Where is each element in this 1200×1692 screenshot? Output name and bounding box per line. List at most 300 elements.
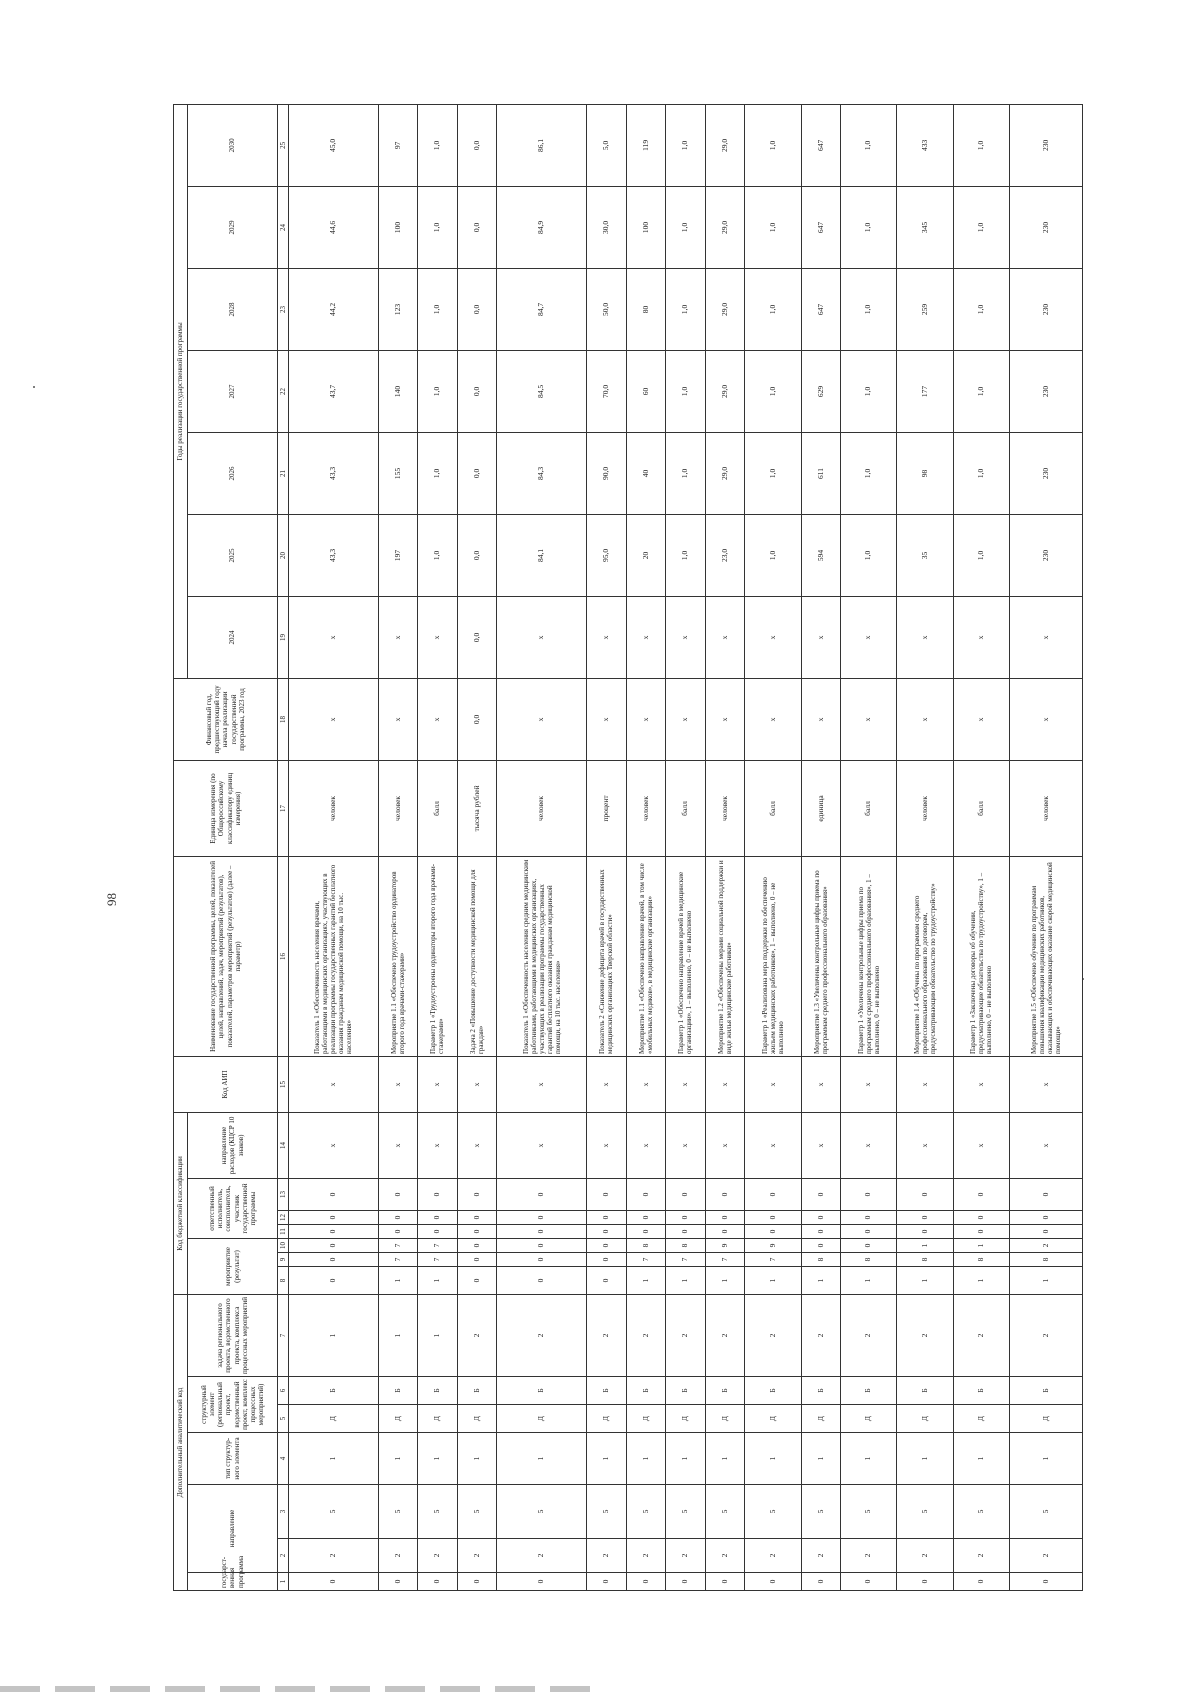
code-cell: 2 (705, 1295, 745, 1377)
fin-year-cell: х (953, 678, 1009, 760)
code-cell: Д (745, 1405, 801, 1433)
code-cell: 2 (897, 1295, 953, 1377)
column-number: 18 (278, 678, 289, 760)
code-cell: 0 (745, 1179, 801, 1211)
code-cell: 8 (626, 1239, 666, 1253)
table-row (953, 104, 1009, 1590)
year-value-cell: 90,0 (586, 432, 626, 514)
indicator-name: Мероприятие 1.3 «Увеличены контрольные цифры приема по программам среднего профессионального образования» (801, 856, 841, 1056)
year-value-cell: 0,0 (457, 104, 497, 186)
unit-cell: процент (586, 760, 626, 856)
code-cell: 0 (289, 1225, 379, 1239)
year-value-cell: 44,6 (289, 186, 379, 268)
code-cell: 0 (897, 1225, 953, 1239)
year-value-cell: 43,3 (289, 514, 379, 596)
year-value-cell: х (586, 596, 626, 678)
code-cell: х (666, 1056, 706, 1112)
code-cell: х (953, 1056, 1009, 1112)
code-cell: 1 (801, 1433, 841, 1485)
code-cell: Д (953, 1405, 1009, 1433)
code-cell: 2 (841, 1539, 897, 1573)
year-2029: 2029 (188, 186, 278, 268)
code-cell: 2 (497, 1295, 587, 1377)
code-cell: Б (1009, 1377, 1082, 1405)
code-cell: х (666, 1112, 706, 1178)
year-value-cell: 647 (801, 186, 841, 268)
year-value-cell: х (418, 596, 458, 678)
year-value-cell: 230 (1009, 186, 1082, 268)
year-value-cell: 1,0 (953, 350, 1009, 432)
code-cell: 5 (418, 1485, 458, 1539)
code-cell: 2 (745, 1539, 801, 1573)
col-name: Наименование государственной программы, целей, показателей целей, направлений, задач, мероприятий (результатов), показателей, параметров мероприятий (результатов) (далее – параметр) (174, 856, 278, 1056)
indicator-name: Мероприятие 1.5 «Обеспечено обучение по программам повышения квалификации медицинских работников, оказывающих и обеспечивающих оказание скорой медицинской помощи» (1009, 856, 1082, 1056)
code-cell: Д (418, 1405, 458, 1433)
code-cell: 2 (666, 1295, 706, 1377)
year-value-cell: х (666, 596, 706, 678)
code-cell: 0 (586, 1573, 626, 1591)
col-tip: тип структур-ного элемента (188, 1433, 278, 1485)
year-value-cell: х (626, 596, 666, 678)
code-cell: Б (586, 1377, 626, 1405)
col-kod-aip: Код АИП (174, 1056, 278, 1112)
year-value-cell: 84,1 (497, 514, 587, 596)
year-value-cell: 86,1 (497, 104, 587, 186)
code-cell: 0 (626, 1211, 666, 1225)
code-cell: 9 (745, 1239, 801, 1253)
code-cell: 2 (626, 1295, 666, 1377)
unit-cell: человек (497, 760, 587, 856)
indicator-name: Мероприятие 1.2 «Обеспечены мерами социальной поддержки и виде жилья медицинские работники» (705, 856, 745, 1056)
year-value-cell: 45,0 (289, 104, 379, 186)
code-cell: Д (457, 1405, 497, 1433)
code-cell: 7 (418, 1239, 458, 1253)
code-cell: 0 (953, 1211, 1009, 1225)
col-unit: Единица измерения (по Общероссийскому классификатору единиц измерения) (174, 760, 278, 856)
code-cell: 0 (497, 1225, 587, 1239)
indicator-name: Мероприятие 1.1 «Обеспечено трудоустройство ординаторов второго года врачами-стажерами» (378, 856, 418, 1056)
column-number: 5 (278, 1405, 289, 1433)
year-2030: 2030 (188, 104, 278, 186)
col-years-group: Годы реализации государственной программы (174, 104, 188, 678)
code-cell: 0 (666, 1225, 706, 1239)
code-cell: 1 (1009, 1267, 1082, 1295)
code-cell: 0 (897, 1573, 953, 1591)
year-value-cell: 629 (801, 350, 841, 432)
year-value-cell: 44,2 (289, 268, 379, 350)
code-cell: 2 (1009, 1239, 1082, 1253)
code-cell: Д (289, 1405, 379, 1433)
year-value-cell: 140 (378, 350, 418, 432)
unit-cell: человек (897, 760, 953, 856)
year-value-cell: 100 (378, 186, 418, 268)
column-number: 14 (278, 1112, 289, 1178)
code-cell: 8 (841, 1253, 897, 1267)
indicator-name: Параметр 1 «Увеличены контрольные цифры приема по программам среднего профессионального образования», 1 – выполнено, 0 – не выполнено (841, 856, 897, 1056)
unit-cell: балл (841, 760, 897, 856)
code-cell: 0 (457, 1253, 497, 1267)
code-cell: 7 (378, 1253, 418, 1267)
year-value-cell: 0,0 (457, 186, 497, 268)
code-cell: Д (897, 1405, 953, 1433)
fin-year-cell: х (497, 678, 587, 760)
code-cell: 2 (897, 1539, 953, 1573)
code-cell: х (497, 1056, 587, 1112)
code-cell: 2 (586, 1539, 626, 1573)
code-cell: 0 (745, 1211, 801, 1225)
year-value-cell: 1,0 (841, 268, 897, 350)
code-cell: 7 (666, 1253, 706, 1267)
code-cell: 7 (745, 1253, 801, 1267)
indicator-name: Показатель 1 «Обеспеченность населения врачами, работающими в медицинских организациях, участвующих в реализации программы государственных гарантий бесплатного оказания гражданам медицинской помощи, на 10 тыс. населения» (289, 856, 379, 1056)
column-number: 17 (278, 760, 289, 856)
page-number: 98 (104, 893, 119, 906)
year-value-cell: 50,0 (586, 268, 626, 350)
code-cell: 1 (897, 1433, 953, 1485)
code-cell: Б (801, 1377, 841, 1405)
year-value-cell: 40 (626, 432, 666, 514)
year-value-cell: 1,0 (841, 104, 897, 186)
code-cell: х (705, 1112, 745, 1178)
code-cell: 0 (841, 1211, 897, 1225)
group-budget-header: Код бюджетной классификации (174, 1112, 188, 1294)
code-cell: 7 (418, 1253, 458, 1267)
table-row (626, 104, 666, 1590)
year-value-cell: 594 (801, 514, 841, 596)
year-value-cell: 119 (626, 104, 666, 186)
indicator-name: Параметр 1 «Заключены договоры об обучении, предусматривающие обязательства по трудоустройству», 1 – выполнено, 0 – не выполнено (953, 856, 1009, 1056)
code-cell: 5 (897, 1485, 953, 1539)
code-cell: 2 (1009, 1539, 1082, 1573)
code-cell: 2 (705, 1539, 745, 1573)
code-cell: 2 (745, 1295, 801, 1377)
code-cell: 0 (586, 1179, 626, 1211)
year-value-cell: 1,0 (666, 186, 706, 268)
code-cell: 5 (1009, 1485, 1082, 1539)
code-cell: 0 (586, 1211, 626, 1225)
unit-cell: человек (705, 760, 745, 856)
code-cell: 0 (586, 1225, 626, 1239)
code-cell: 2 (953, 1539, 1009, 1573)
column-number: 23 (278, 268, 289, 350)
code-cell: Б (497, 1377, 587, 1405)
code-cell: 1 (897, 1239, 953, 1253)
code-cell: 0 (801, 1211, 841, 1225)
code-cell: 5 (801, 1485, 841, 1539)
code-cell: 8 (666, 1239, 706, 1253)
year-value-cell: 84,7 (497, 268, 587, 350)
unit-cell: единица (801, 760, 841, 856)
code-cell: 0 (497, 1267, 587, 1295)
code-cell: 0 (841, 1179, 897, 1211)
code-cell: 0 (626, 1225, 666, 1239)
code-cell: 0 (841, 1239, 897, 1253)
code-cell: 2 (841, 1295, 897, 1377)
year-value-cell: 1,0 (666, 268, 706, 350)
code-cell: 0 (801, 1239, 841, 1253)
code-cell: 1 (418, 1433, 458, 1485)
code-cell: 0 (457, 1239, 497, 1253)
year-value-cell: 1,0 (745, 432, 801, 514)
indicator-name: Мероприятие 1.1 «Обеспечено направление врачей, в том числе «мобильных медиков», в медицинские организации» (626, 856, 666, 1056)
code-cell: 5 (666, 1485, 706, 1539)
code-cell: 1 (378, 1433, 418, 1485)
year-value-cell: 1,0 (745, 350, 801, 432)
year-value-cell: 30,0 (586, 186, 626, 268)
code-cell: Д (378, 1405, 418, 1433)
year-value-cell: 155 (378, 432, 418, 514)
code-cell: х (745, 1056, 801, 1112)
code-cell: 0 (666, 1573, 706, 1591)
table-row (457, 104, 497, 1590)
code-cell: 5 (745, 1485, 801, 1539)
year-value-cell: 95,0 (586, 514, 626, 596)
column-number: 6 (278, 1377, 289, 1405)
code-cell: х (457, 1056, 497, 1112)
code-cell: 1 (666, 1267, 706, 1295)
code-cell: 5 (586, 1485, 626, 1539)
col-fin-year: Финансовый год, предшествующий году начала реализации государственной программы, 2023 год (174, 678, 278, 760)
fin-year-cell: х (897, 678, 953, 760)
unit-cell: человек (378, 760, 418, 856)
year-2026: 2026 (188, 432, 278, 514)
table-row (497, 104, 587, 1590)
code-cell: х (1009, 1056, 1082, 1112)
unit-cell: балл (953, 760, 1009, 856)
year-value-cell: 23,0 (705, 514, 745, 596)
code-cell: х (801, 1056, 841, 1112)
year-value-cell: 43,3 (289, 432, 379, 514)
year-value-cell: 259 (897, 268, 953, 350)
code-cell: Д (666, 1405, 706, 1433)
code-cell: 1 (626, 1433, 666, 1485)
code-cell: 5 (953, 1485, 1009, 1539)
year-value-cell: х (745, 596, 801, 678)
year-value-cell: х (1009, 596, 1082, 678)
code-cell: 8 (801, 1253, 841, 1267)
year-value-cell: 1,0 (666, 104, 706, 186)
code-cell: 0 (897, 1211, 953, 1225)
col-napravlenie: направление (188, 1485, 278, 1573)
code-cell: 0 (289, 1211, 379, 1225)
code-cell: Б (745, 1377, 801, 1405)
fin-year-cell: х (841, 678, 897, 760)
column-number: 20 (278, 514, 289, 596)
year-value-cell: 1,0 (666, 514, 706, 596)
year-value-cell: х (841, 596, 897, 678)
code-cell: 1 (953, 1267, 1009, 1295)
code-cell: х (953, 1112, 1009, 1178)
code-cell: 0 (586, 1267, 626, 1295)
year-value-cell: 1,0 (418, 104, 458, 186)
year-value-cell: х (897, 596, 953, 678)
column-number-row (278, 104, 289, 1590)
year-value-cell: 100 (626, 186, 666, 268)
code-cell: 0 (289, 1267, 379, 1295)
code-cell: 2 (666, 1539, 706, 1573)
indicator-name: Параметр 1 «Обеспечено направление врачей в медицинские организации», 1 – выполнено, 0 – не выполнено (666, 856, 706, 1056)
year-value-cell: 1,0 (745, 268, 801, 350)
column-number: 25 (278, 104, 289, 186)
column-number: 21 (278, 432, 289, 514)
year-value-cell: 5,0 (586, 104, 626, 186)
code-cell: Д (497, 1405, 587, 1433)
code-cell: 1 (497, 1433, 587, 1485)
code-cell: Д (801, 1405, 841, 1433)
code-cell: 2 (1009, 1295, 1082, 1377)
code-cell: 1 (418, 1295, 458, 1377)
code-cell: 2 (497, 1539, 587, 1573)
year-value-cell: 1,0 (841, 432, 897, 514)
table-row (289, 104, 379, 1590)
code-cell: 8 (1009, 1253, 1082, 1267)
year-value-cell: 84,9 (497, 186, 587, 268)
column-number: 10 (278, 1239, 289, 1253)
year-value-cell: х (497, 596, 587, 678)
year-value-cell: 230 (1009, 432, 1082, 514)
year-value-cell: 29,0 (705, 186, 745, 268)
column-number: 8 (278, 1267, 289, 1295)
code-cell: 5 (497, 1485, 587, 1539)
year-value-cell: 611 (801, 432, 841, 514)
code-cell: 1 (705, 1267, 745, 1295)
code-cell: 0 (378, 1179, 418, 1211)
code-cell: 0 (705, 1225, 745, 1239)
code-cell: 0 (801, 1225, 841, 1239)
year-value-cell: х (289, 596, 379, 678)
code-cell: х (745, 1112, 801, 1178)
code-cell: 0 (705, 1573, 745, 1591)
year-value-cell: 60 (626, 350, 666, 432)
code-cell: 0 (666, 1211, 706, 1225)
year-value-cell: 345 (897, 186, 953, 268)
year-value-cell: 647 (801, 104, 841, 186)
code-cell: 1 (745, 1433, 801, 1485)
indicator-name: Параметр 1 «Трудоустроены ординаторы второго года врачами-стажерами» (418, 856, 458, 1056)
code-cell: 2 (801, 1295, 841, 1377)
year-value-cell: 177 (897, 350, 953, 432)
code-cell: х (418, 1112, 458, 1178)
code-cell: Б (418, 1377, 458, 1405)
year-value-cell: 1,0 (841, 514, 897, 596)
code-cell: 0 (953, 1573, 1009, 1591)
year-value-cell: 1,0 (953, 268, 1009, 350)
year-value-cell: 1,0 (666, 432, 706, 514)
code-cell: 0 (586, 1253, 626, 1267)
code-cell: 1 (378, 1295, 418, 1377)
year-value-cell: 0,0 (457, 350, 497, 432)
code-cell: 5 (626, 1485, 666, 1539)
scan-edge-artifact (0, 1686, 600, 1692)
code-cell: Б (457, 1377, 497, 1405)
table-row (378, 104, 418, 1590)
year-value-cell: 20 (626, 514, 666, 596)
code-cell: 0 (801, 1573, 841, 1591)
code-cell: 0 (378, 1573, 418, 1591)
column-number: 12 (278, 1211, 289, 1225)
code-cell: х (378, 1056, 418, 1112)
year-value-cell: 1,0 (953, 104, 1009, 186)
year-2027: 2027 (188, 350, 278, 432)
column-number: 15 (278, 1056, 289, 1112)
table-row (897, 104, 953, 1590)
code-cell: 1 (457, 1433, 497, 1485)
code-cell: 0 (289, 1179, 379, 1211)
year-value-cell: 29,0 (705, 268, 745, 350)
year-value-cell: 29,0 (705, 432, 745, 514)
year-value-cell: 0,0 (457, 268, 497, 350)
code-cell: 2 (457, 1539, 497, 1573)
year-value-cell: 98 (897, 432, 953, 514)
col-struct: структурный элемент (региональный проект, ведомственный проект, комплекс процессных мероприятий) (188, 1377, 278, 1433)
column-number: 13 (278, 1179, 289, 1211)
code-cell: 0 (745, 1573, 801, 1591)
code-cell: 0 (1009, 1225, 1082, 1239)
group-additional-header: Дополнительный аналитический код (174, 1295, 188, 1591)
fin-year-cell: 0,0 (457, 678, 497, 760)
fin-year-cell: х (745, 678, 801, 760)
year-value-cell: 123 (378, 268, 418, 350)
col-otvetstv: ответственный исполнитель, соисполнитель, участник государственной программы (188, 1179, 278, 1239)
fin-year-cell: х (705, 678, 745, 760)
code-cell: х (841, 1112, 897, 1178)
code-cell: 0 (745, 1225, 801, 1239)
code-cell: 8 (953, 1253, 1009, 1267)
table-row (418, 104, 458, 1590)
year-2028: 2028 (188, 268, 278, 350)
column-number: 9 (278, 1253, 289, 1267)
code-cell: Б (953, 1377, 1009, 1405)
fin-year-cell: х (378, 678, 418, 760)
code-cell: 1 (705, 1433, 745, 1485)
code-cell: 5 (378, 1485, 418, 1539)
year-value-cell: 1,0 (841, 186, 897, 268)
code-cell: х (586, 1112, 626, 1178)
code-cell: 1 (841, 1433, 897, 1485)
code-cell: 1 (289, 1433, 379, 1485)
code-cell: 0 (418, 1573, 458, 1591)
indicator-name: Мероприятие 1.4 «Обучены по программам среднего профессионального образования по договорам, предусматривающим обязательство по трудоустройству» (897, 856, 953, 1056)
year-value-cell: 1,0 (953, 432, 1009, 514)
year-value-cell: 1,0 (418, 350, 458, 432)
year-value-cell: 1,0 (418, 514, 458, 596)
code-cell: 0 (666, 1179, 706, 1211)
year-value-cell: х (801, 596, 841, 678)
fin-year-cell: х (801, 678, 841, 760)
code-cell: 0 (841, 1573, 897, 1591)
code-cell: 0 (497, 1179, 587, 1211)
code-cell: х (378, 1112, 418, 1178)
code-cell: 1 (953, 1239, 1009, 1253)
code-cell: 7 (626, 1253, 666, 1267)
year-value-cell: 1,0 (953, 514, 1009, 596)
unit-cell: тысяча рублей (457, 760, 497, 856)
year-value-cell: 97 (378, 104, 418, 186)
code-cell: х (418, 1056, 458, 1112)
code-cell: 0 (1009, 1573, 1082, 1591)
code-cell: 5 (841, 1485, 897, 1539)
code-cell: 2 (953, 1295, 1009, 1377)
year-value-cell: х (953, 596, 1009, 678)
code-cell: х (289, 1112, 379, 1178)
column-number: 7 (278, 1295, 289, 1377)
table-row (745, 104, 801, 1590)
year-value-cell: 230 (1009, 350, 1082, 432)
code-cell: х (586, 1056, 626, 1112)
code-cell: 0 (953, 1225, 1009, 1239)
code-cell: 1 (841, 1267, 897, 1295)
code-cell: 0 (418, 1225, 458, 1239)
